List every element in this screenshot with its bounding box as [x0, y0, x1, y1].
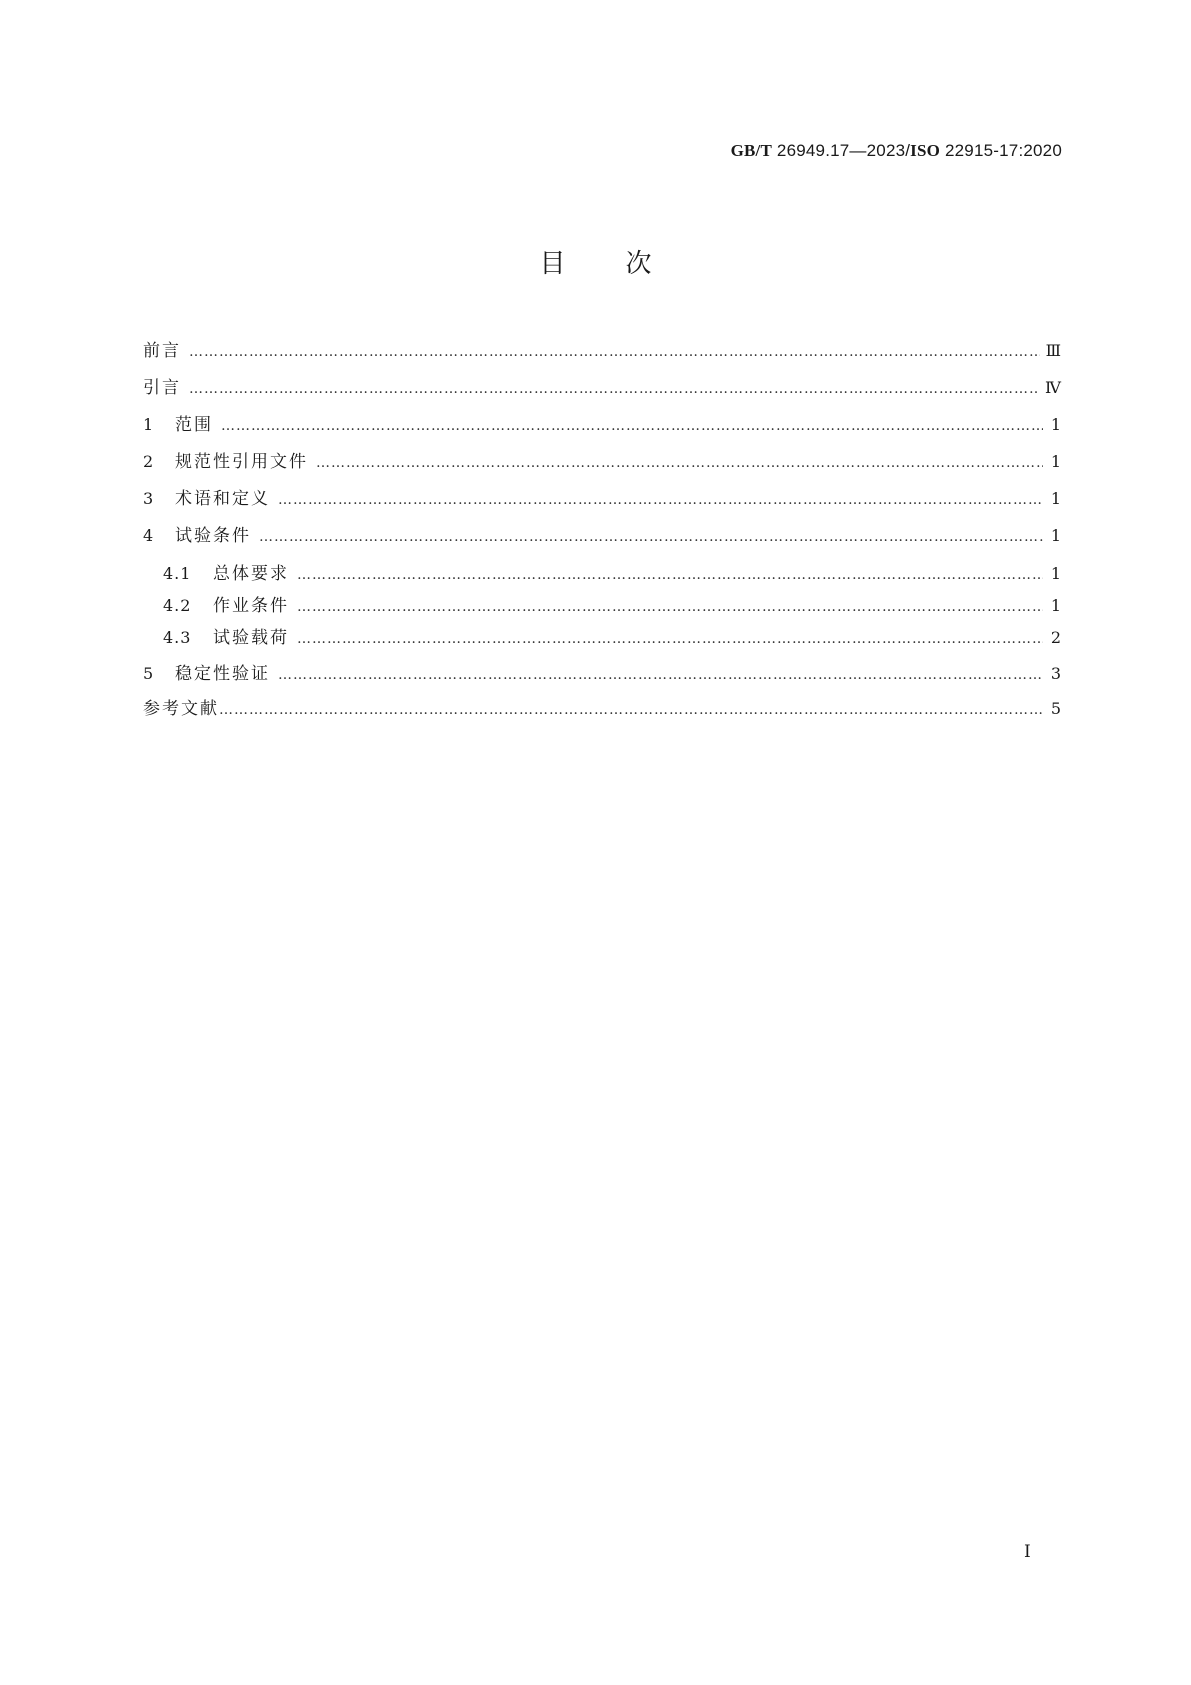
toc-entry-terms-definitions[interactable]: [143, 487, 1061, 511]
toc-entry-label: 术语和定义: [175, 489, 270, 509]
toc-entry-page: 1: [1050, 415, 1061, 434]
standard-code-number: 26949.17—2023/: [772, 141, 911, 160]
toc-entry-page: 1: [1050, 596, 1061, 615]
toc-entry-test-conditions[interactable]: [143, 524, 1061, 548]
toc-entry-number: 4: [143, 526, 155, 545]
toc-entry-page: 3: [1050, 664, 1061, 683]
toc-entry-label: 试验条件: [175, 526, 251, 546]
toc-entry-page: 2: [1050, 628, 1061, 647]
toc-entry-page: 1: [1050, 452, 1061, 471]
toc-entry-label: 引言: [143, 378, 181, 398]
iso-code-number: 22915-17:2020: [940, 141, 1062, 160]
toc-leader-dots: [259, 525, 1043, 549]
toc-entry-introduction[interactable]: [143, 376, 1061, 400]
toc-entry-label: 规范性引用文件: [175, 452, 308, 472]
toc-entry-number: 3: [143, 489, 155, 508]
toc-entry-label: 前言: [143, 341, 181, 361]
toc-entry-test-loads[interactable]: [163, 626, 1061, 650]
iso-code-prefix: ISO: [910, 141, 941, 160]
page-number: Ⅰ: [1024, 1542, 1031, 1562]
toc-entry-page: 1: [1050, 564, 1061, 583]
toc-leader-dots: [297, 595, 1043, 619]
toc-entry-number: 2: [143, 452, 155, 471]
toc-leader-dots: [278, 663, 1043, 687]
toc-leader-dots: [219, 698, 1043, 722]
toc-entry-label: 总体要求: [213, 564, 289, 584]
toc-entry-page: 5: [1050, 699, 1061, 718]
toc-entry-number: 4.1: [163, 564, 192, 583]
toc-entry-label: 试验载荷: [213, 628, 289, 648]
toc-entry-number: 1: [143, 415, 155, 434]
toc-entry-number: 5: [143, 664, 155, 683]
toc-entry-number: 4.2: [163, 596, 192, 615]
standard-code-header: [731, 141, 1062, 161]
toc-leader-dots: [297, 563, 1043, 587]
toc-entry-page: 1: [1050, 526, 1061, 545]
toc-entry-stability-verification[interactable]: [143, 662, 1061, 686]
toc-leader-dots: [316, 451, 1043, 475]
page-title: 目次: [539, 249, 712, 279]
toc-entry-bibliography[interactable]: [143, 697, 1061, 721]
toc-entry-normative-references[interactable]: [143, 450, 1061, 474]
toc-leader-dots: [189, 377, 1039, 401]
toc-entry-foreword[interactable]: [143, 339, 1061, 363]
toc-leader-dots: [297, 627, 1043, 651]
toc-entry-label: 作业条件: [213, 596, 289, 616]
toc-entry-page: Ⅲ: [1045, 341, 1061, 360]
toc-entry-operating-conditions[interactable]: [163, 594, 1061, 618]
toc-entry-general-requirements[interactable]: [163, 562, 1061, 586]
toc-entry-number: 4.3: [163, 628, 192, 647]
toc-leader-dots: [189, 340, 1040, 364]
toc-entry-label: 稳定性验证: [175, 664, 270, 684]
toc-entry-scope[interactable]: [143, 413, 1061, 437]
toc-entry-page: 1: [1050, 489, 1061, 508]
toc-entry-page: Ⅳ: [1045, 378, 1061, 397]
toc-entry-label: 参考文献: [143, 699, 219, 719]
toc-leader-dots: [221, 414, 1043, 438]
toc-leader-dots: [278, 488, 1043, 512]
toc-entry-label: 范围: [175, 415, 213, 435]
standard-code-prefix: GB/T: [730, 141, 772, 160]
